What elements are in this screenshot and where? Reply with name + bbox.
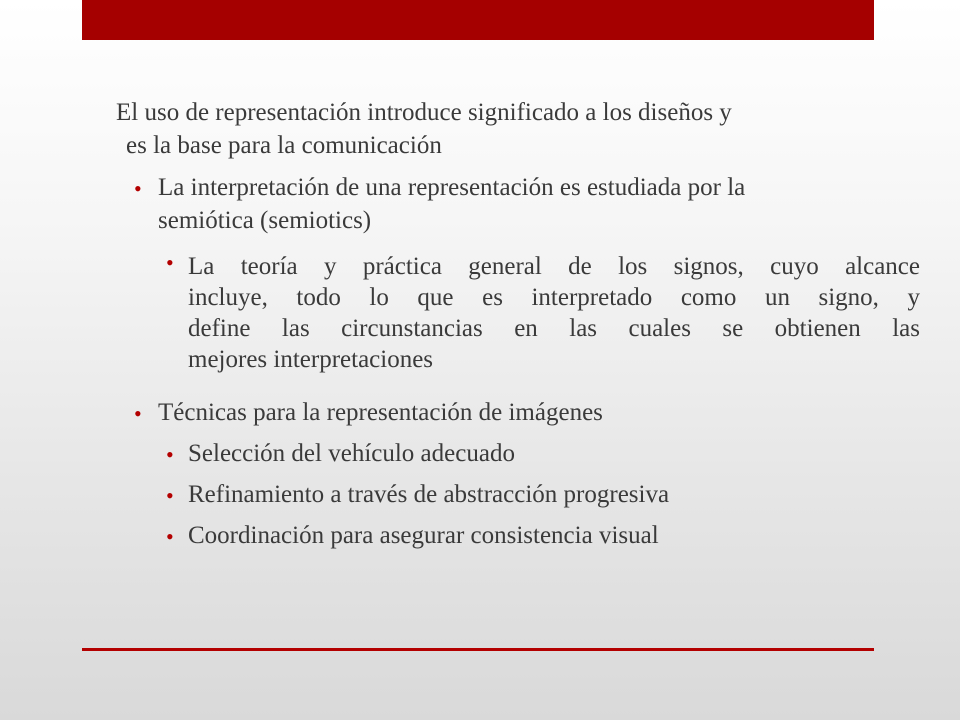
- bullet-dot: •: [134, 401, 142, 426]
- sub-bullet-1-line-2: incluye, todo lo que es interpretado como un signo, y: [188, 284, 920, 311]
- sub-bullet-dot: •: [166, 250, 174, 275]
- bullet-2-text: Técnicas para la representación de imágenes: [158, 399, 603, 426]
- sub-item-2-text: Refinamiento a través de abstracción progresiva: [188, 481, 670, 508]
- sub-bullet-1-line-3: define las circunstancias en las cuales se obtienen las: [188, 315, 920, 342]
- sub-bullet-dot: •: [166, 483, 174, 508]
- sub-bullet-dot: •: [166, 442, 174, 467]
- sub-bullet-dot: •: [166, 524, 174, 549]
- intro-text-1: El uso de representación introduce significado a los diseños y: [116, 99, 732, 126]
- sub-item-3-text: Coordinación para asegurar consistencia visual: [188, 522, 659, 549]
- bullet-dot: •: [134, 176, 142, 201]
- bullet-1-text-1: La interpretación de una representación es estudiada por la: [158, 174, 746, 201]
- bullet-1-text-2: semiótica (semiotics): [158, 207, 372, 234]
- sub-bullet-1-paragraph: [188, 251, 920, 375]
- sub-bullet-1-line-4: mejores interpretaciones: [188, 346, 434, 373]
- intro-text-2: es la base para la comunicación: [126, 132, 442, 159]
- sub-bullet-1-line-1: La teoría y práctica general de los signos, cuyo alcance: [188, 253, 920, 280]
- footer-divider: [82, 648, 874, 651]
- sub-item-1-text: Selección del vehículo adecuado: [188, 440, 515, 467]
